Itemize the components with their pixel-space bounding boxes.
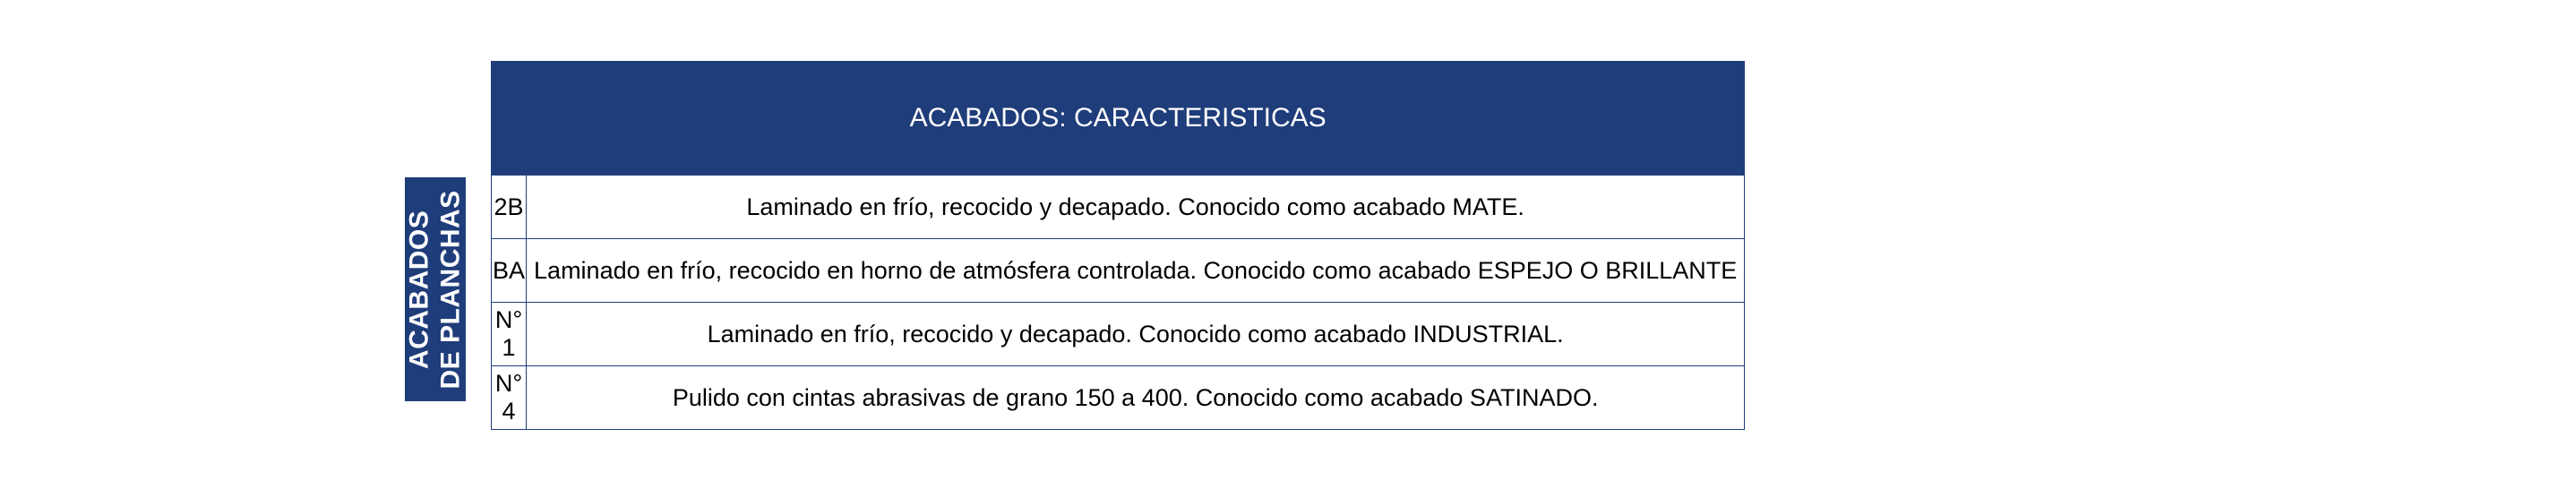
table-header-row: [492, 62, 1745, 176]
table-header-title: ACABADOS: CARACTERISTICAS: [492, 62, 1745, 176]
finish-description: Pulido con cintas abrasivas de grano 150 a 400. Conocido como acabado SATINADO.: [527, 366, 1745, 430]
finish-code: BA: [492, 239, 527, 303]
finish-description: Laminado en frío, recocido y decapado. Conocido como acabado INDUSTRIAL.: [527, 303, 1745, 366]
table-row: [492, 366, 1745, 430]
finishes-table: [491, 61, 1745, 430]
table-row: [492, 239, 1745, 303]
finish-code: N° 1: [492, 303, 527, 366]
table-row: [492, 303, 1745, 366]
side-label-line1: ACABADOS: [404, 210, 434, 369]
side-label-line2: DE PLANCHAS: [436, 189, 466, 390]
table-body: [492, 176, 1745, 430]
table-side-label: [405, 177, 466, 401]
finish-code: N° 4: [492, 366, 527, 430]
finish-description: Laminado en frío, recocido en horno de atmósfera controlada. Conocido como acabado ESPEJO O BRILLANTE: [527, 239, 1745, 303]
side-label-text: [404, 190, 468, 389]
finish-code: 2B: [492, 176, 527, 239]
finish-description: Laminado en frío, recocido y decapado. Conocido como acabado MATE.: [527, 176, 1745, 239]
table-head: [492, 62, 1745, 176]
table-row: [492, 176, 1745, 239]
